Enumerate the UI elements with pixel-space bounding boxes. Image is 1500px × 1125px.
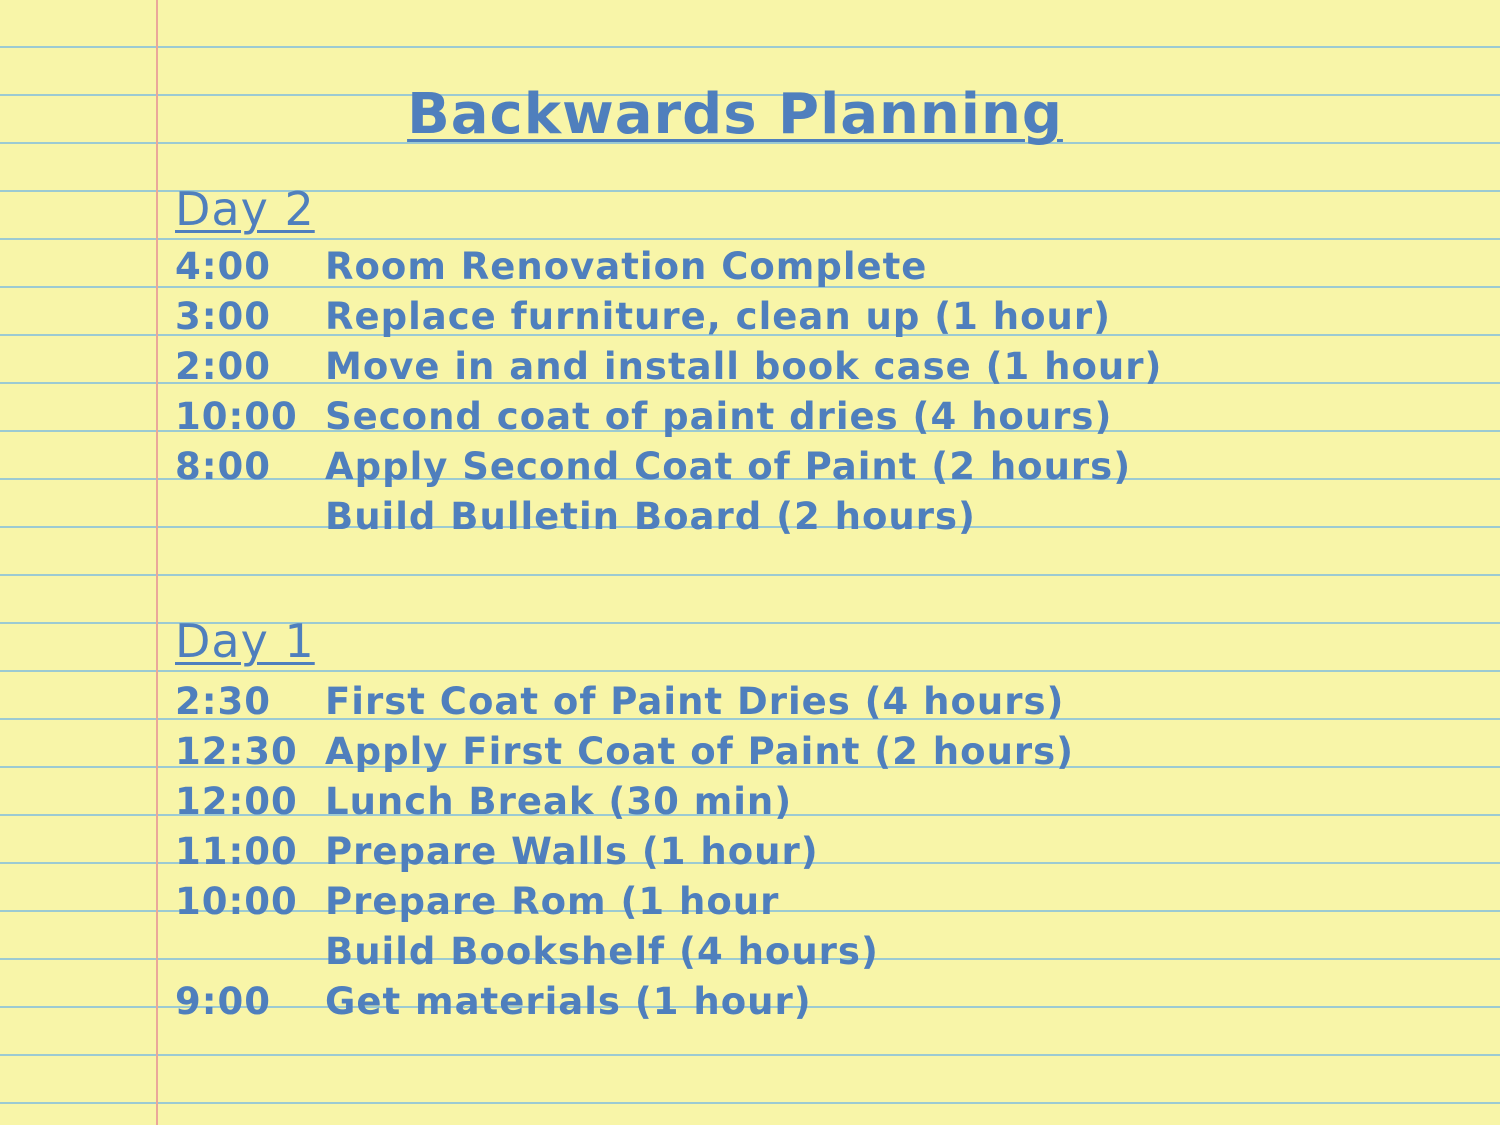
entry-time: 4:00 [175, 245, 272, 288]
entry-time: 10:00 [175, 880, 298, 923]
entry-time: 11:00 [175, 830, 298, 873]
entry-task: Replace furniture, clean up (1 hour) [325, 295, 1112, 338]
notepad-margin-line [156, 0, 158, 1125]
entry-time: 3:00 [175, 295, 272, 338]
entry-time: 10:00 [175, 395, 298, 438]
entry-time: 9:00 [175, 980, 272, 1023]
entry-time: 8:00 [175, 445, 272, 488]
day-heading-day-2: Day 2 [175, 182, 315, 236]
entry-task: Get materials (1 hour) [325, 980, 812, 1023]
entry-time: 2:30 [175, 680, 272, 723]
entry-task: Apply Second Coat of Paint (2 hours) [325, 445, 1132, 488]
entry-task: Lunch Break (30 min) [325, 780, 793, 823]
day-heading-day-1: Day 1 [175, 614, 315, 668]
entry-time: 2:00 [175, 345, 272, 388]
entry-task: Build Bookshelf (4 hours) [325, 930, 879, 973]
entry-task: Apply First Coat of Paint (2 hours) [325, 730, 1075, 773]
entry-task: Build Bulletin Board (2 hours) [325, 495, 976, 538]
entry-time: 12:00 [175, 780, 298, 823]
entry-task: Prepare Rom (1 hour [325, 880, 780, 923]
entry-task: Room Renovation Complete [325, 245, 928, 288]
entry-task: First Coat of Paint Dries (4 hours) [325, 680, 1065, 723]
entry-task: Move in and install book case (1 hour) [325, 345, 1163, 388]
page-title: Backwards Planning [407, 82, 1063, 147]
entry-time: 12:30 [175, 730, 298, 773]
entry-task: Prepare Walls (1 hour) [325, 830, 819, 873]
entry-task: Second coat of paint dries (4 hours) [325, 395, 1113, 438]
